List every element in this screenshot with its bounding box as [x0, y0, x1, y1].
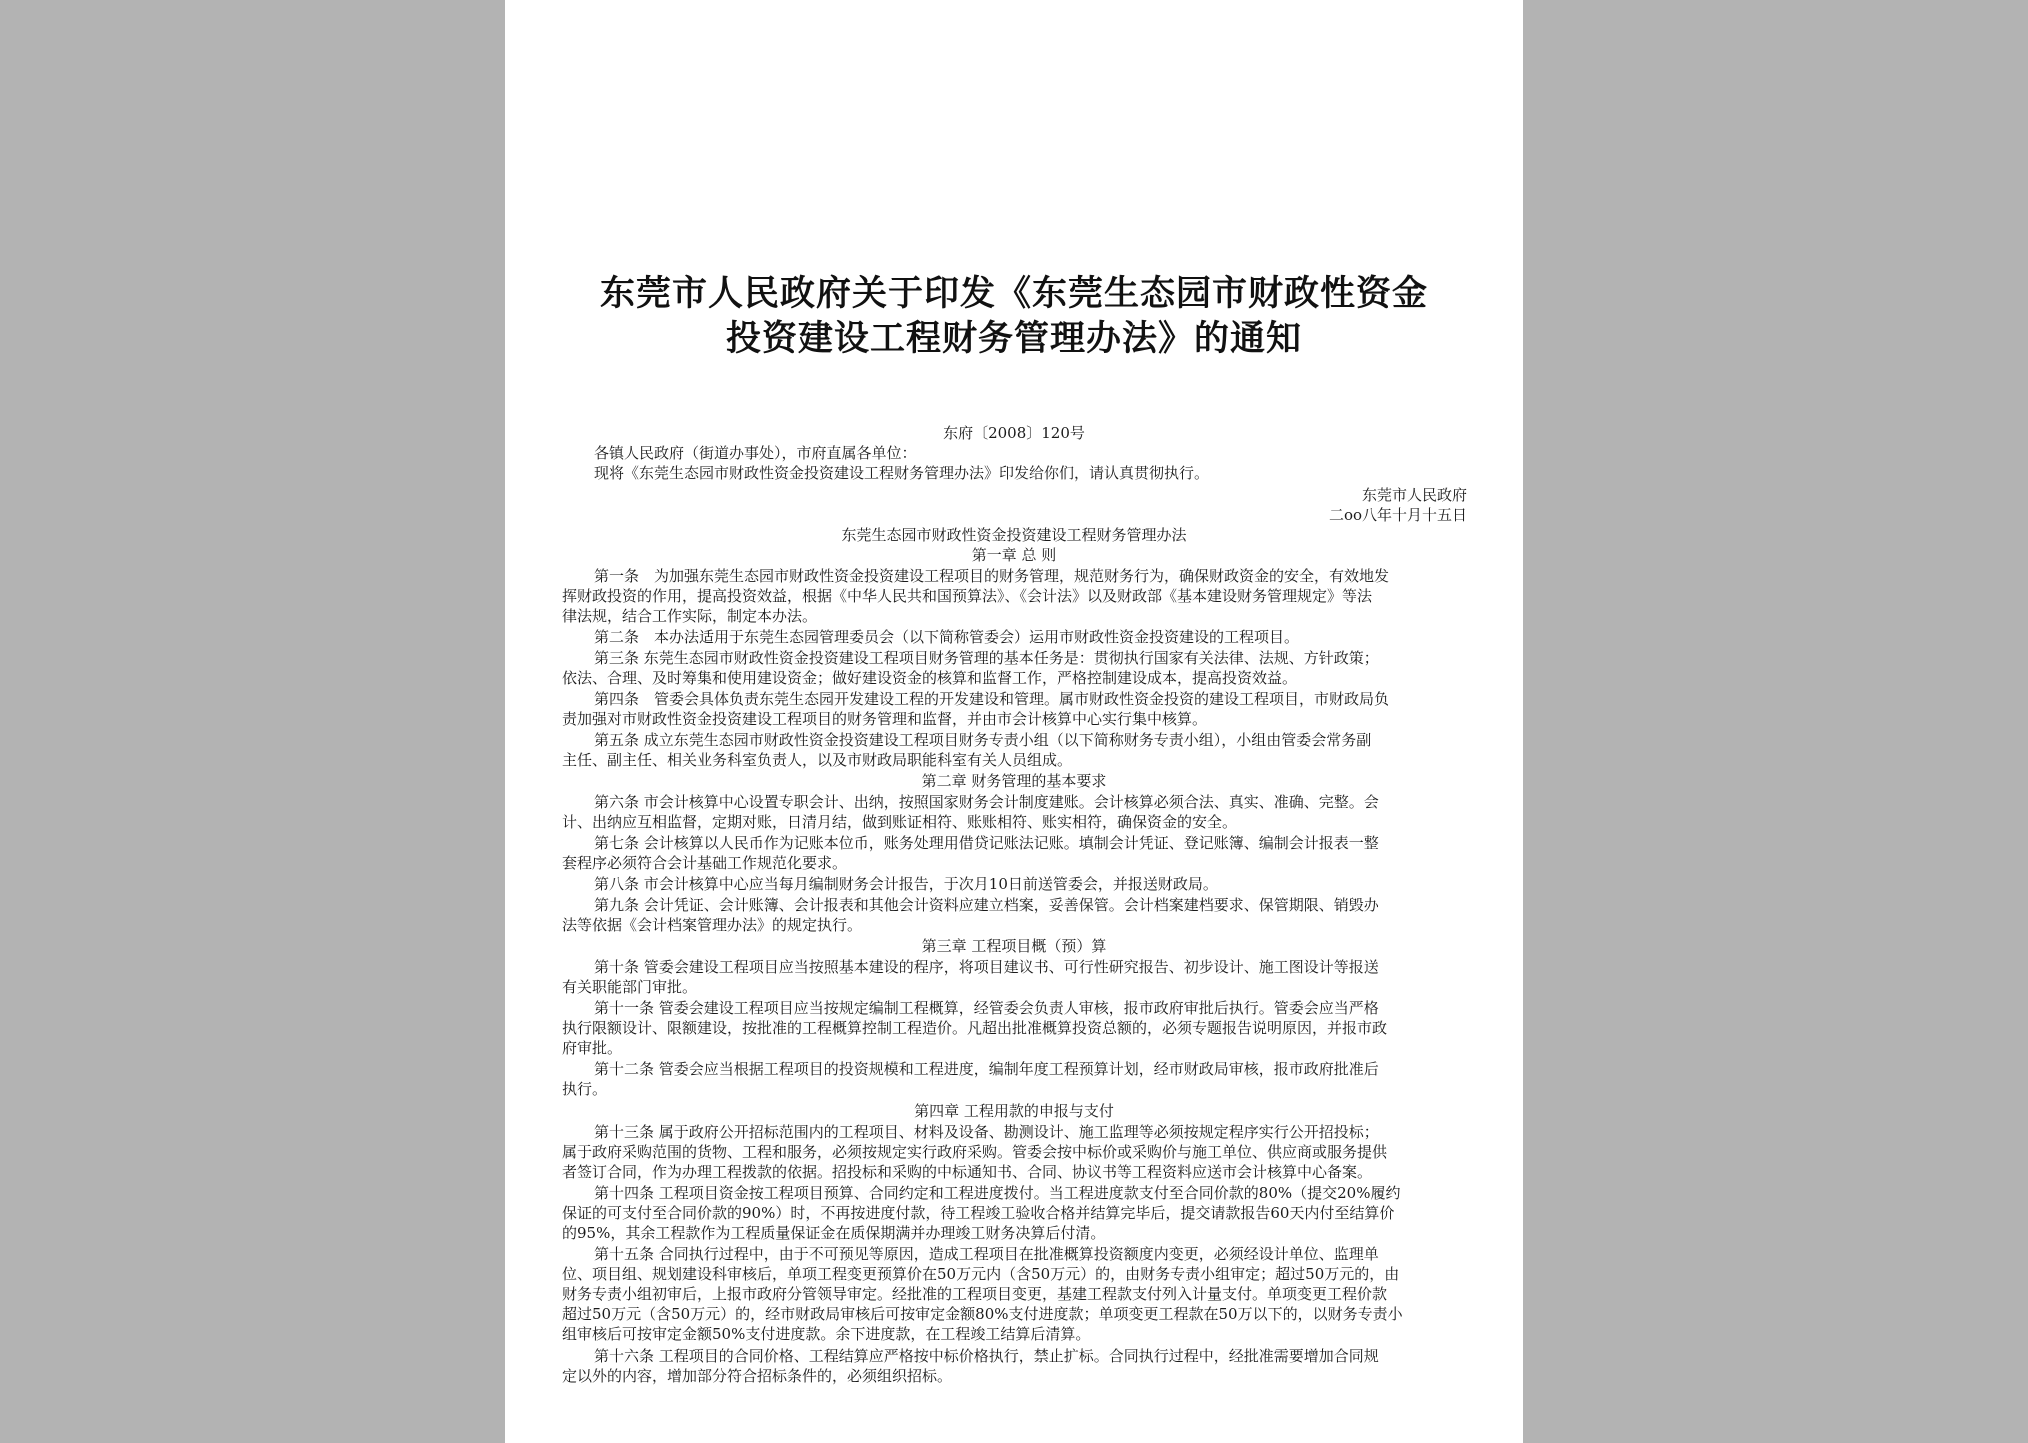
- article-15-line: 组审核后可按审定金额50%支付进度款。余下进度款，在工程竣工结算后清算。: [562, 1325, 1091, 1343]
- chapter-heading: 第二章 财务管理的基本要求: [921, 772, 1107, 790]
- article-4-line: 第四条 管委会具体负责东莞生态园开发建设工程的开发建设和管理。属市财政性资金投资的建设工程项目，市财政局负: [594, 690, 1390, 708]
- article-6-line: 计、出纳应互相监督，定期对账，日清月结，做到账证相符、账账相符、账实相符，确保资金的安全。: [562, 813, 1238, 831]
- issuer: 东莞市人民政府: [1361, 486, 1467, 504]
- article-3-line: 第三条 东莞生态园市财政性资金投资建设工程项目财务管理的基本任务是：贯彻执行国家有关法律、法规、方针政策；: [594, 649, 1379, 667]
- article-14-line: 的95%，其余工程款作为工程质量保证金在质保期满并办理竣工财务决算后付清。: [562, 1224, 1106, 1242]
- measures-title: 东莞生态园市财政性资金投资建设工程财务管理办法: [841, 526, 1187, 544]
- article-7-line: 第七条 会计核算以人民币作为记账本位币，账务处理用借贷记账法记账。填制会计凭证、登记账簿、编制会计报表一整: [594, 834, 1379, 852]
- article-9-line: 第九条 会计凭证、会计账簿、会计报表和其他会计资料应建立档案，妥善保管。会计档案建档要求、保管期限、销毁办: [594, 896, 1379, 914]
- article-6-line: 第六条 市会计核算中心设置专职会计、出纳，按照国家财务会计制度建账。会计核算必须合法、真实、准确、完整。会: [594, 793, 1379, 811]
- article-4-line: 责加强对市财政性资金投资建设工程项目的财务管理和监督，并由市会计核算中心实行集中核算。: [562, 710, 1208, 728]
- chapter-heading: 第三章 工程项目概（预）算: [921, 937, 1107, 955]
- intro-paragraph: 现将《东莞生态园市财政性资金投资建设工程财务管理办法》印发给你们，请认真贯彻执行。: [594, 464, 1210, 482]
- article-1-line: 律法规，结合工作实际，制定本办法。: [562, 607, 818, 625]
- issue-date: 二oo八年十月十五日: [1328, 506, 1467, 524]
- article-11-line: 府审批。: [562, 1039, 623, 1057]
- article-9-line: 法等依据《会计档案管理办法》的规定执行。: [562, 916, 863, 934]
- article-13-line: 者签订合同，作为办理工程拨款的依据。招投标和采购的中标通知书、合同、协议书等工程资料应送市会计核算中心备案。: [562, 1163, 1373, 1181]
- article-5-line: 主任、副主任、相关业务科室负责人，以及市财政局职能科室有关人员组成。: [562, 751, 1073, 769]
- document-page: [505, 0, 1523, 1443]
- article-15-line: 超过50万元（含50万元）的，经市财政局审核后可按审定金额80%支付进度款；单项变更工程款在50万以下的，以财务专责小: [562, 1305, 1403, 1323]
- article-16-line: 第十六条 工程项目的合同价格、工程结算应严格按中标价格执行，禁止扩标。合同执行过程中，经批准需要增加合同规: [594, 1347, 1379, 1365]
- article-2-line: 第二条 本办法适用于东莞生态园管理委员会（以下简称管委会）运用市财政性资金投资建设的工程项目。: [594, 628, 1300, 646]
- article-3-line: 依法、合理、及时筹集和使用建设资金；做好建设资金的核算和监督工作，严格控制建设成本，提高投资效益。: [562, 669, 1298, 687]
- article-15-line: 财务专责小组初审后，上报市政府分管领导审定。经批准的工程项目变更，基建工程款支付列入计量支付。单项变更工程价款: [562, 1285, 1388, 1303]
- article-5-line: 第五条 成立东莞生态园市财政性资金投资建设工程项目财务专责小组（以下简称财务专责小组），小组由管委会常务副: [594, 731, 1372, 749]
- document-title-line-1: 东莞市人民政府关于印发《东莞生态园市财政性资金: [599, 274, 1428, 314]
- article-11-line: 执行限额设计、限额建设，按批准的工程概算控制工程造价。凡超出批准概算投资总额的，必须专题报告说明原因，并报市政: [562, 1019, 1388, 1037]
- article-15-line: 第十五条 合同执行过程中，由于不可预见等原因，造成工程项目在批准概算投资额度内变更，必须经设计单位、监理单: [594, 1245, 1379, 1263]
- article-1-line: 第一条 为加强东莞生态园市财政性资金投资建设工程项目的财务管理，规范财务行为，确保财政资金的安全，有效地发: [594, 567, 1390, 585]
- document-title-line-2: 投资建设工程财务管理办法》的通知: [725, 319, 1302, 359]
- chapter-heading: 第一章 总 则: [971, 546, 1057, 564]
- article-1-line: 挥财政投资的作用，提高投资效益，根据《中华人民共和国预算法》、《会计法》以及财政部《基本建设财务管理规定》等法: [562, 587, 1373, 605]
- addressee: 各镇人民政府（街道办事处），市府直属各单位：: [594, 444, 917, 462]
- article-14-line: 第十四条 工程项目资金按工程项目预算、合同约定和工程进度拨付。当工程进度款支付至合同价款的80%（提交20%履约: [594, 1184, 1401, 1202]
- article-10-line: 第十条 管委会建设工程项目应当按照基本建设的程序，将项目建议书、可行性研究报告、初步设计、施工图设计等报送: [594, 958, 1379, 976]
- article-8-line: 第八条 市会计核算中心应当每月编制财务会计报告，于次月10日前送管委会，并报送财政局。: [594, 875, 1218, 893]
- document-number: 东府〔2008〕120号: [943, 424, 1085, 442]
- article-13-line: 第十三条 属于政府公开招标范围内的工程项目、材料及设备、勘测设计、施工监理等必须按规定程序实行公开招投标；: [594, 1123, 1379, 1141]
- article-12-line: 执行。: [562, 1080, 608, 1098]
- article-12-line: 第十二条 管委会应当根据工程项目的投资规模和工程进度，编制年度工程预算计划，经市财政局审核，报市政府批准后: [594, 1060, 1379, 1078]
- article-10-line: 有关职能部门审批。: [562, 978, 698, 996]
- article-15-line: 位、项目组、规划建设科审核后，单项工程变更预算价在50万元内（含50万元）的，由财务专责小组审定；超过50万元的，由: [562, 1265, 1400, 1283]
- article-14-line: 保证的可支付至合同价款的90%）时，不再按进度付款，待工程竣工验收合格并结算完毕后，提交请款报告60天内付至结算价: [562, 1204, 1395, 1222]
- article-16-line: 定以外的内容，增加部分符合招标条件的，必须组织招标。: [562, 1367, 953, 1385]
- article-7-line: 套程序必须符合会计基础工作规范化要求。: [562, 854, 848, 872]
- article-13-line: 属于政府采购范围的货物、工程和服务，必须按规定实行政府采购。管委会按中标价或采购价与施工单位、供应商或服务提供: [562, 1143, 1388, 1161]
- article-11-line: 第十一条 管委会建设工程项目应当按规定编制工程概算，经管委会负责人审核，报市政府审批后执行。管委会应当严格: [594, 999, 1379, 1017]
- chapter-heading: 第四章 工程用款的申报与支付: [914, 1102, 1114, 1120]
